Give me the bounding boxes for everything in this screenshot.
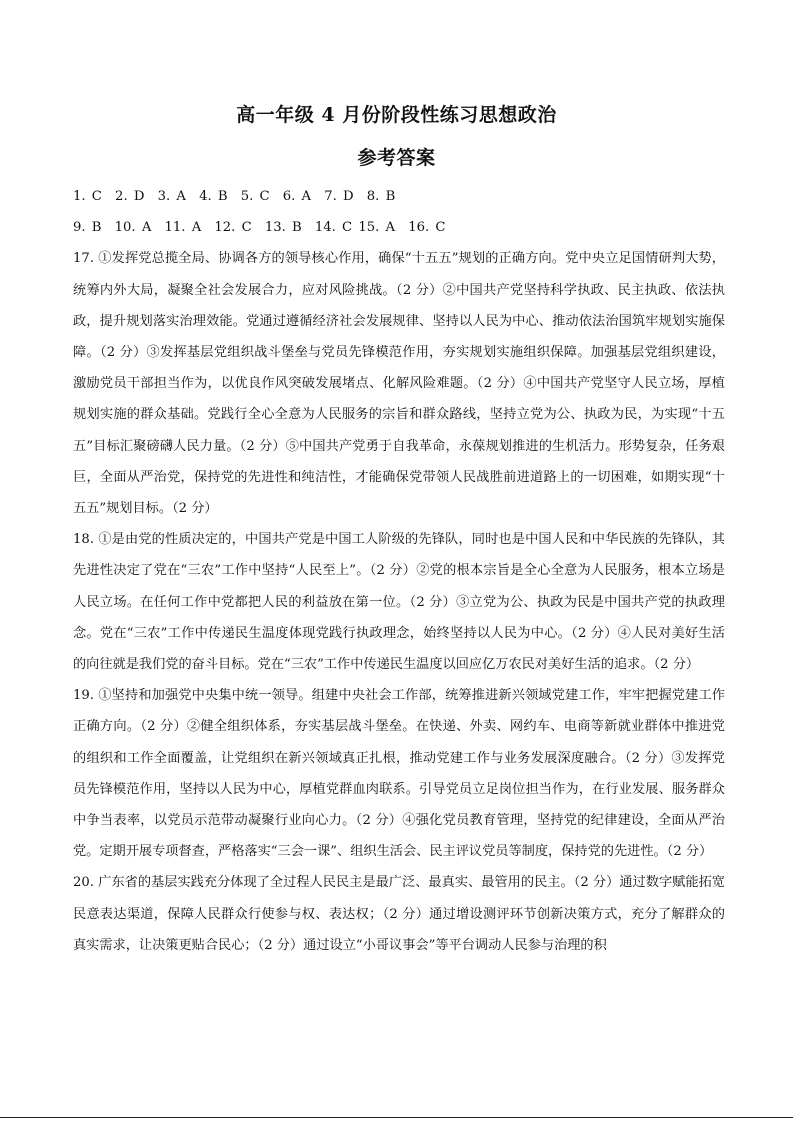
- choice-answers-line-2: 9. B 10. A 11. A 12. C 13. B 14. C 15. A 16. C: [73, 220, 446, 236]
- answer-20: 20. 广东省的基层实践充分体现了全过程人民民主是最广泛、最真实、最管用的民主。（2 分）通过数字赋能拓宽民意表达渠道，保障人民群众行使参与权、表达权；（2 分）通过增设测评环节创新决策方式，充分了解群众的真实需求，让决策更贴合民心；（2 分）通过设立“小哥议事会”等平台调动人民参与治理的积: [73, 875, 725, 953]
- answer-19: 19. ①坚持和加强党中央集中统一领导。组建中央社会工作部，统筹推进新兴领域党建工作，牢牢把握党建工作正确方向。（2 分）②健全组织体系，夯实基层战斗堡垒。在快递、外卖、网约车、电商等新就业群体中推进党的组织和工作全面覆盖，让党组织在新兴领域真正扎根，推动党建工作与业务发展深度融合。（2 分）③发挥党员先锋模范作用，坚持以人民为中心，厚植党群血肉联系。引导党员立足岗位担当作为，在行业发展、服务群众中争当表率，以党员示范带动凝聚行业向心力。（2 分）④强化党员教育管理，坚持党的纪律建设，全面从严治党。定期开展专项督查，严格落实“三会一课”、组织生活会、民主评议党员等制度，保持党的先进性。（2 分）: [73, 688, 725, 860]
- answer-18: 18. ①是由党的性质决定的，中国共产党是中国工人阶级的先锋队，同时也是中国人民和中华民族的先锋队，其先进性决定了党在“三农”工作中坚持“人民至上”。（2 分）②党的根本宗旨是全心全意为人民服务，根本立场是人民立场。在任何工作中党都把人民的利益放在第一位。（2 分）③立党为公、执政为民是中国共产党的执政理念。党在“三农”工作中传递民生温度体现党践行执政理念，始终坚持以人民为中心。（2 分）④人民对美好生活的向往就是我们党的奋斗目标。党在“三农”工作中传递民生温度以回应亿万农民对美好生活的追求。（2 分）: [73, 532, 725, 673]
- document-title: 高一年级 4 月份阶段性练习思想政治: [236, 104, 557, 126]
- document-subtitle: 参考答案: [357, 147, 436, 169]
- answer-17: 17. ①发挥党总揽全局、协调各方的领导核心作用，确保“十五五”规划的正确方向。党中央立足国情研判大势，统筹内外大局，凝聚全社会发展合力，应对风险挑战。（2 分）②中国共产党坚持科学执政、民主执政、依法执政，提升规划落实治理效能。党通过遵循经济社会发展规律、坚持以人民为中心、推动依法治国筑牢规划实施保障。（2 分）③发挥基层党组织战斗堡垒与党员先锋模范作用，夯实规划实施组织保障。加强基层党组织建设，激励党员干部担当作为，以优良作风突破发展堵点、化解风险难题。（2 分）④中国共产党坚守人民立场，厚植规划实施的群众基础。党践行全心全意为人民服务的宗旨和群众路线，坚持立党为公、执政为民，为实现“十五五”目标汇聚磅礴人民力量。（2 分）⑤中国共产党勇于自我革命，永葆规划推进的生机活力。形势复杂，任务艰巨，全面从严治党，保持党的先进性和纯洁性，才能确保党带领人民战胜前进道路上的一切困难，如期实现“十五五”规划目标。（2 分）: [73, 251, 725, 517]
- choice-answers-line-1: 1. C 2. D 3. A 4. B 5. C 6. A 7. D 8. B: [73, 189, 396, 204]
- answer-content: [73, 181, 725, 961]
- page-bottom-rule: [0, 1117, 793, 1118]
